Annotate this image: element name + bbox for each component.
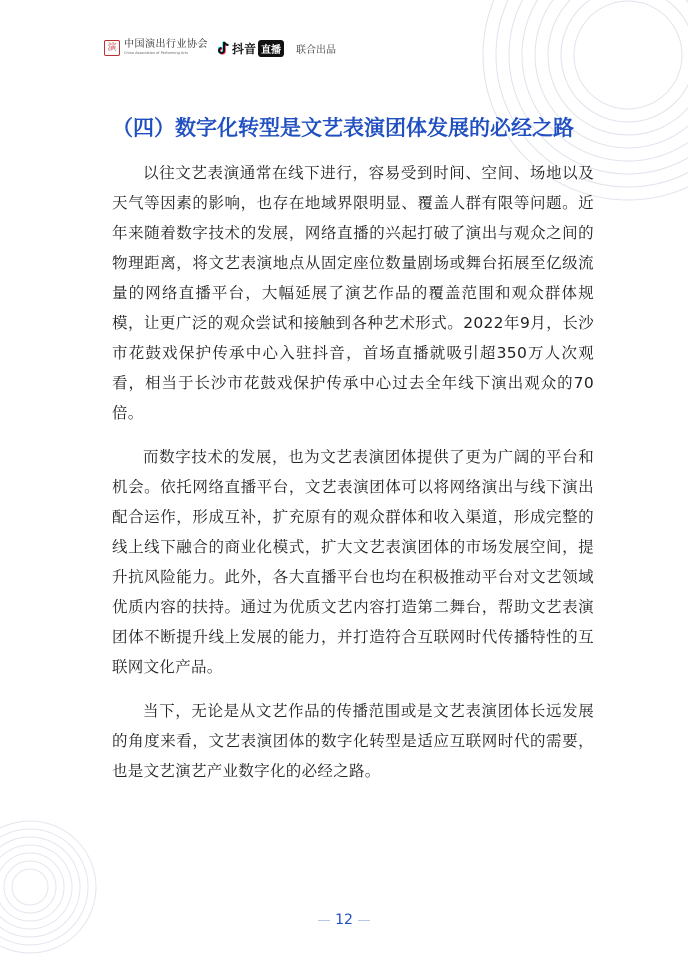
decorative-circles-bottom-left — [0, 817, 100, 957]
co-production-label: 联合出品 — [296, 44, 337, 56]
paragraph-2: 而数字技术的发展，也为文艺表演团体提供了更为广阔的平台和机会。依托网络直播平台，文艺表演团体可以将网络演出与线下演出配合运作，形成互补，扩充原有的观众群体和收入渠道，形成完整的线上线下融合的商业化模式，扩大文艺表演团体的市场发展空间，提升抗风险能力。此外，各大直播平台也均在积极推动平台对文艺领域优质内容的扶持。通过为优质文艺内容打造第二舞台，帮助文艺表演团体不断提升线上发展的能力，并打造符合互联网时代传播特性的互联网文化产品。 — [112, 448, 594, 676]
paragraph-1: 以往文艺表演通常在线下进行，容易受到时间、空间、场地以及天气等因素的影响，也存在地域界限明显、覆盖人群有限等问题。近年来随着数字技术的发展，网络直播的兴起打破了演出与观众之间的物理距离，将文艺表演地点从固定座位数量剧场或舞台拓展至亿级流量的网络直播平台，大幅延展了演艺作品的覆盖范围和观众群体规模，让更广泛的观众尝试和接触到各种艺术形式。2022年9月，长沙市花鼓戏保护传承中心入驻抖音，首场直播就吸引超350万人次观看，相当于长沙市花鼓戏保护传承中心过去全年线下演出观众的70倍。 — [112, 164, 594, 422]
douyin-name: 抖音 — [232, 41, 257, 56]
page-number-right-rule — [358, 920, 370, 921]
douyin-live-logo — [218, 40, 284, 57]
paragraph-3: 当下，无论是从文艺作品的传播范围或是文艺表演团体长远发展的角度来看，文艺表演团体的数字化转型是适应互联网时代的需要，也是文艺演艺产业数字化的必经之路。 — [112, 702, 594, 780]
capa-name-en: China Association of Performing Arts — [124, 51, 188, 56]
page-number-left-rule — [318, 920, 330, 921]
page-header — [104, 36, 336, 60]
section-title: （四）数字化转型是文艺表演团体发展的必经之路 — [112, 116, 574, 140]
capa-seal-icon: 演 — [104, 40, 120, 56]
article-body — [112, 158, 594, 800]
page-number: 12 — [335, 912, 353, 928]
page-footer — [0, 912, 688, 928]
capa-logo-text — [124, 40, 208, 56]
douyin-note-icon — [218, 41, 230, 55]
capa-name-cn: 中国演出行业协会 — [124, 39, 208, 51]
capa-logo — [104, 40, 208, 56]
douyin-live-badge: 直播 — [258, 40, 284, 57]
